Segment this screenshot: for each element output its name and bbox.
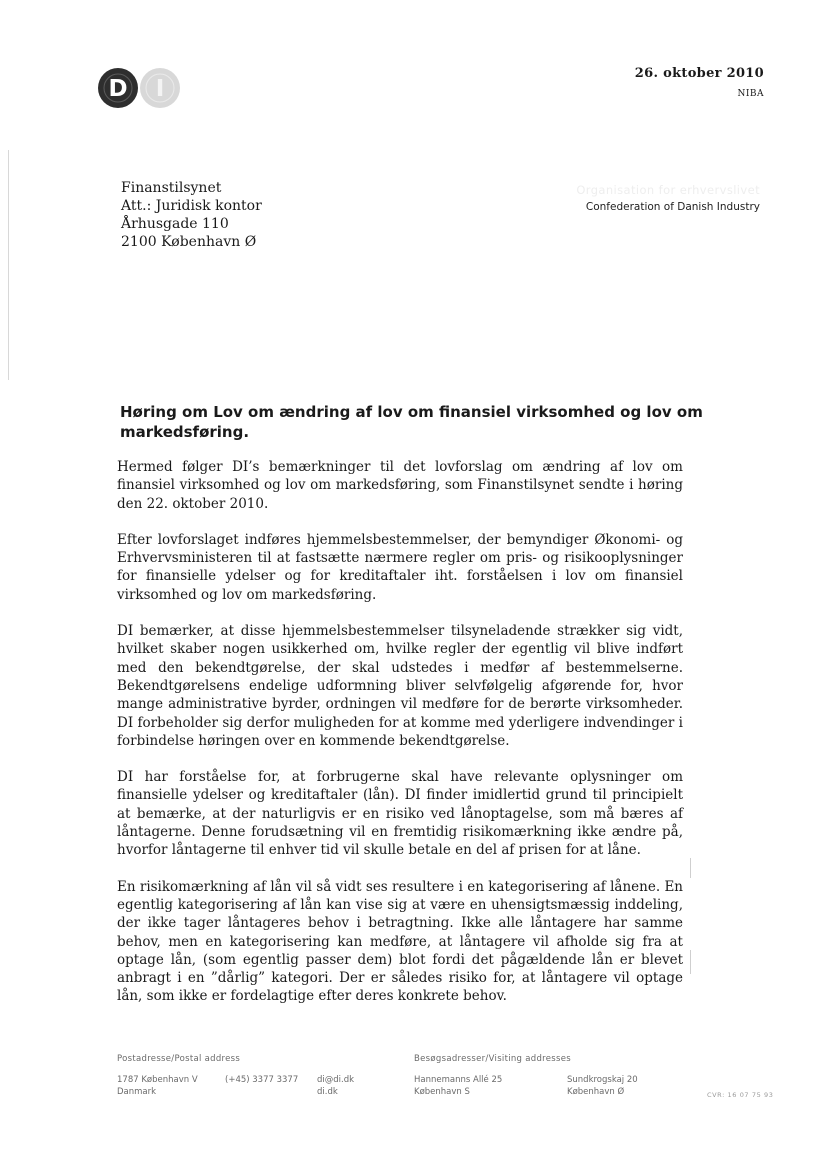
footer-visiting-heading: Besøgsadresser/Visiting addresses <box>414 1054 572 1064</box>
letter-footer <box>0 1050 827 1110</box>
margin-mark <box>690 858 691 878</box>
recipient-line: Att.: Juridisk kontor <box>121 198 262 214</box>
logo-letter-d: D <box>108 76 128 102</box>
recipient-line: 2100 København Ø <box>121 234 257 250</box>
recipient-line: Finanstilsynet <box>121 180 222 196</box>
organization-block <box>576 183 760 213</box>
logo-letter-i: I <box>155 76 165 102</box>
di-logo <box>97 67 183 109</box>
body-paragraph: Efter lovforslaget indføres hjemmelsbestemmelser, der bemyndiger Økonomi- og Erhvervsministeren til at fastsætte nærmere regler om pris- og risikooplysninger for finansielle ydelser og for kreditaftaler iht. forståelsen i lov om finansiel virksomhed og lov om markedsføring. <box>117 531 683 603</box>
letter-body <box>117 458 683 1024</box>
footer-visit1-street: Hannemanns Allé 25 <box>414 1075 503 1085</box>
body-paragraph: DI bemærker, at disse hjemmelsbestemmelser tilsyneladende strækker sig vidt, hvilket skaber nogen usikkerhed om, hvilke regler der egentlig vil blive indført med den bekendtgørelse, der skal udstedes i medfør af bestemmelserne. Bekendtgørelsens endelige udformning bliver selvfølgelig afgørende for, hvor mange administrative byrder, ordningen vil medføre for de berørte virksomheder. DI forbeholder sig derfor muligheden for at komme med yderligere indvendinger i forbindelse høringen over en kommende bekendtgørelse. <box>117 623 683 749</box>
body-paragraph: DI har forståelse for, at forbrugerne skal have relevante oplysninger om finansielle ydelser og kreditaftaler (lån). DI finder imidlertid grund til principielt at bemærke, at der naturligvis er en risiko ved lånoptagelse, som må bæres af låntagerne. Denne forudsætning vil en fremtidig risikomærkning ikke ændre på, hvorfor låntagerne til enhver tid vil skulle betale en del af prisen for at låne. <box>117 769 683 859</box>
letter-title: Høring om Lov om ændring af lov om finansiel virksomhed og lov om markedsføring. <box>120 403 703 441</box>
footer-visit2-street: Sundkrogskaj 20 <box>567 1075 638 1085</box>
footer-visit1-city: København S <box>414 1087 470 1097</box>
letter-meta <box>635 66 764 99</box>
scan-edge-line <box>8 150 9 380</box>
footer-cvr: CVR: 16 07 75 93 <box>707 1091 774 1099</box>
recipient-line: Århusgade 110 <box>121 216 229 232</box>
margin-mark <box>690 950 691 974</box>
recipient-address <box>121 179 262 251</box>
footer-web: di.dk <box>317 1087 338 1097</box>
footer-visit2-city: København Ø <box>567 1087 625 1097</box>
letter-date: 26. oktober 2010 <box>634 66 764 81</box>
body-paragraph: Hermed følger DI’s bemærkninger til det lovforslag om ændring af lov om finansiel virksomhed og lov om markedsføring, som Finanstilsynet sendte i høring den 22. oktober 2010. <box>117 459 683 512</box>
letter-reference: NIBA <box>737 89 764 99</box>
organization-name-danish: Organisation for erhvervslivet <box>576 183 760 197</box>
organization-name-english: Confederation of Danish Industry <box>585 201 760 213</box>
footer-postal-country: Danmark <box>117 1087 157 1097</box>
footer-phone: (+45) 3377 3377 <box>225 1075 299 1085</box>
body-paragraph: En risikomærkning af lån vil så vidt ses resultere i en kategorisering af lånene. En egentlig kategorisering af lån kan vise sig at være en uhensigtsmæssig inddeling, der ikke tager låntageres behov i betragtning. Ikke alle låntagere har samme behov, men en kategorisering kan medføre, at låntagere vil afholde sig fra at optage lån, (som egentlig passer dem) blot fordi det pågældende lån er blevet anbragt i en ”dårlig” kategori. Der er således risiko for, at låntagere vil optage lån, som ikke er fordelagtige efter deres konkrete behov. <box>117 878 683 1005</box>
footer-email: di@di.dk <box>317 1075 355 1085</box>
footer-postal-city: 1787 København V <box>117 1075 198 1085</box>
footer-postal-heading: Postadresse/Postal address <box>117 1054 241 1064</box>
